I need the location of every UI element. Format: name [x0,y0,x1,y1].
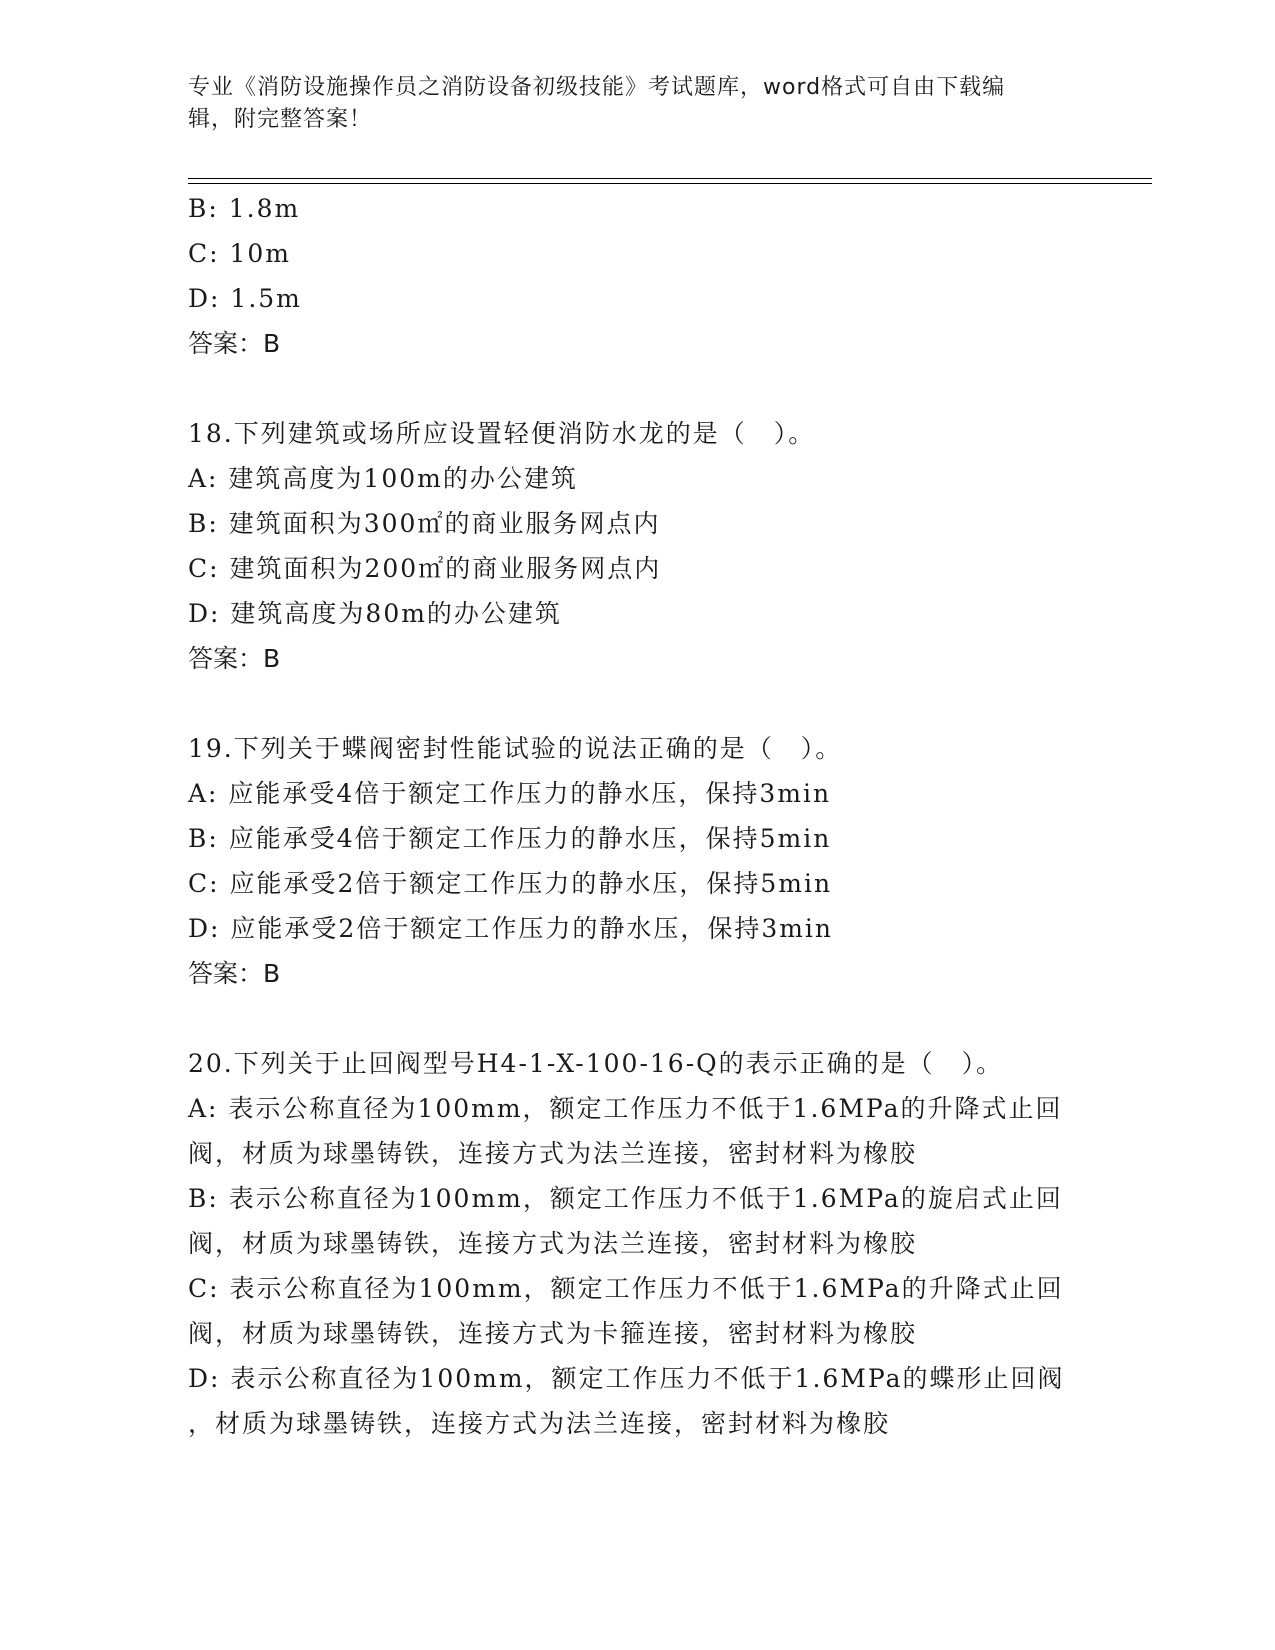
q20-option-a-line-2: 阀，材质为球墨铸铁，连接方式为法兰连接，密封材料为橡胶 [188,1139,918,1168]
q18-option-a: A: 建筑高度为100m的办公建筑 [188,464,578,493]
header-divider-bottom [188,183,1152,184]
header-title-line-1: 专业《消防设施操作员之消防设备初级技能》考试题库，word格式可自由下载编 [188,75,1006,100]
header-divider-top [188,178,1152,179]
prev-option-d: D: 1.5m [188,284,302,313]
q18-option-c: C: 建筑面积为200㎡的商业服务网点内 [188,554,662,583]
q18-answer: 答案：B [188,644,281,673]
prev-answer: 答案：B [188,329,281,358]
q18-option-d: D: 建筑高度为80m的办公建筑 [188,599,562,628]
q20-option-c-line-1: C: 表示公称直径为100mm，额定工作压力不低于1.6MPa的升降式止回 [188,1274,1064,1303]
q20-option-a-line-1: A: 表示公称直径为100mm，额定工作压力不低于1.6MPa的升降式止回 [188,1094,1063,1123]
q19-option-b: B: 应能承受4倍于额定工作压力的静水压，保持5min [188,824,832,853]
header-title-line-2: 辑，附完整答案！ [188,107,373,132]
prev-option-b: B: 1.8m [188,194,301,223]
q20-option-b-line-1: B: 表示公称直径为100mm，额定工作压力不低于1.6MPa的旋启式止回 [188,1184,1063,1213]
prev-option-c: C: 10m [188,239,292,268]
q20-option-b-line-2: 阀，材质为球墨铸铁，连接方式为法兰连接，密封材料为橡胶 [188,1229,918,1258]
q18-option-b: B: 建筑面积为300㎡的商业服务网点内 [188,509,661,538]
q19-option-a: A: 应能承受4倍于额定工作压力的静水压，保持3min [188,779,832,808]
q19-option-d: D: 应能承受2倍于额定工作压力的静水压，保持3min [188,914,834,943]
q19-answer: 答案：B [188,959,281,988]
q19-option-c: C: 应能承受2倍于额定工作压力的静水压，保持5min [188,869,833,898]
q19-stem: 19.下列关于蝶阀密封性能试验的说法正确的是（ ）。 [188,734,843,763]
document-header [188,72,1068,136]
q20-option-d-line-1: D: 表示公称直径为100mm，额定工作压力不低于1.6MPa的蝶形止回阀 [188,1364,1065,1393]
q20-option-c-line-2: 阀，材质为球墨铸铁，连接方式为卡箍连接，密封材料为橡胶 [188,1319,918,1348]
q20-option-d-line-2: ，材质为球墨铸铁，连接方式为法兰连接，密封材料为橡胶 [188,1409,891,1438]
q20-stem: 20.下列关于止回阀型号H4-1-X-100-16-Q的表示正确的是（ ）。 [188,1049,1004,1078]
q18-stem: 18.下列建筑或场所应设置轻便消防水龙的是（ ）。 [188,419,816,448]
